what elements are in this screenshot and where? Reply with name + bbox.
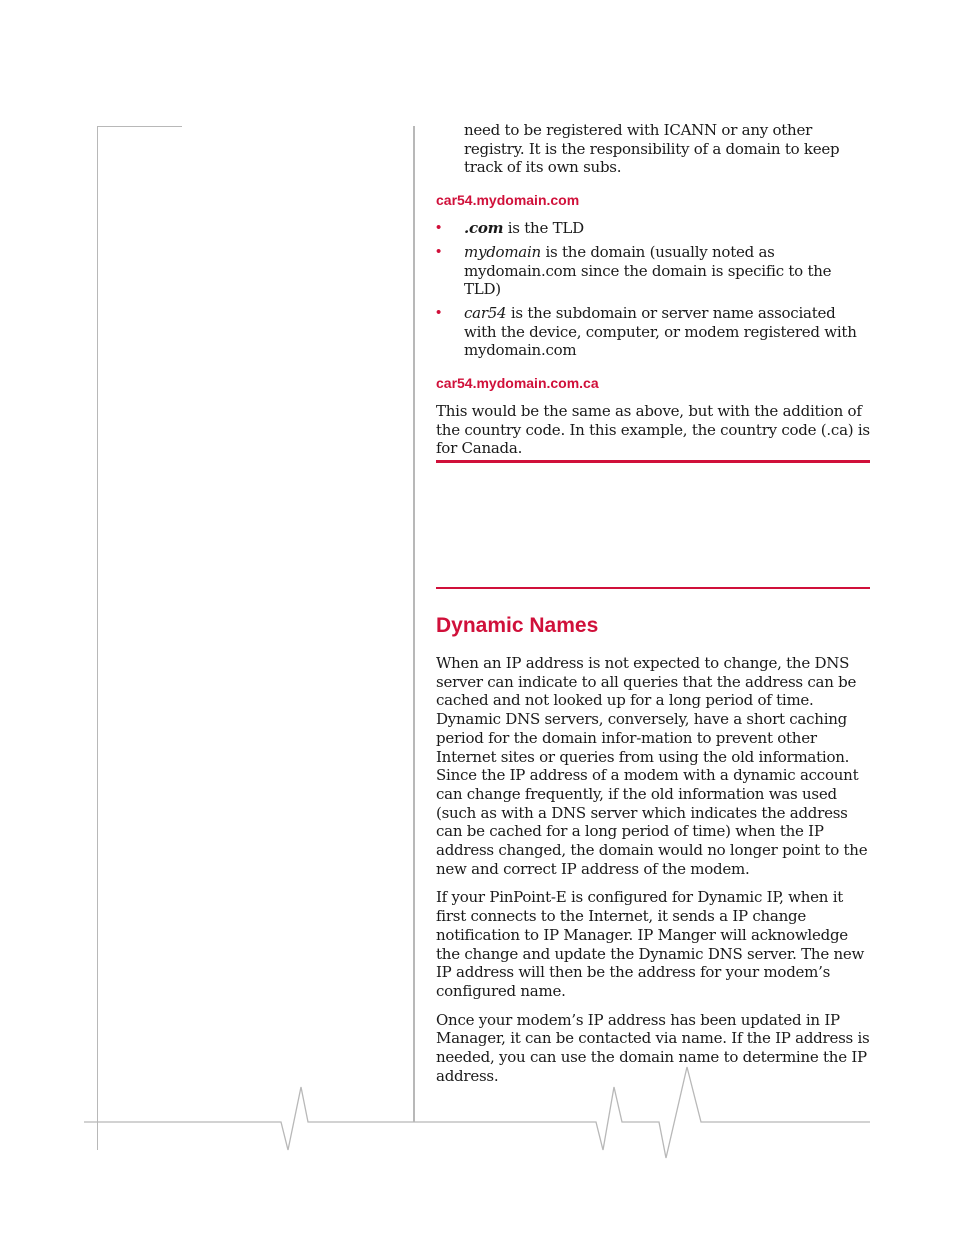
list-item <box>436 243 870 299</box>
bullet-term: car54 <box>464 303 507 322</box>
example2-heading: car54.mydomain.com.ca <box>436 375 599 392</box>
top-content <box>436 121 870 468</box>
bullet-icon: • <box>436 303 442 321</box>
example1-list <box>436 219 870 360</box>
bullet-icon: • <box>436 219 442 237</box>
bullet-text: is the domain (usually noted as mydomain.com since the domain is specific to the TLD) <box>464 242 832 299</box>
section-paragraph-1: When an IP address is not expected to change, the DNS server can indicate to all queries that the address can be cached and not looked up for a long period of time. Dynamic DNS servers, conversely, have a short caching period for the domain infor-mation to prevent other Internet sites or queries from using the old information. Since the IP address of a modem with a dynamic account can change frequently, if the old information was used (such as with a DNS server which indicates the address can be cached for a long period of time) when the IP address changed, the domain would no longer point to the new and correct IP address of the modem. <box>436 654 868 878</box>
bullet-text: is the TLD <box>503 219 584 238</box>
section-title: Dynamic Names <box>436 614 599 637</box>
section-rule-bottom <box>436 587 870 589</box>
list-item <box>436 304 870 360</box>
example1-heading: car54.mydomain.com <box>436 192 580 209</box>
section-paragraph-2: If your PinPoint-E is configured for Dynamic IP, when it first connects to the Internet, it sends a IP change notification to IP Manager. IP Manger will acknowledge the change and update the Dynamic DNS server. The new IP address will then be the address for your modem’s configured name. <box>436 888 865 1000</box>
intro-paragraph: need to be registered with ICANN or any other registry. It is the responsibility of a domain to keep track of its own subs. <box>464 121 840 177</box>
section-rule-top <box>436 460 870 463</box>
bullet-term: mydomain <box>464 242 541 261</box>
bullet-term: .com <box>464 219 504 238</box>
bullet-text: is the subdomain or server name associated with the device, computer, or modem registered with mydomain.com <box>464 303 857 360</box>
section-body <box>436 654 870 1095</box>
section-paragraph-3: Once your modem’s IP address has been updated in IP Manager, it can be contacted via name. If the IP address is needed, you can use the domain name to determine the IP address. <box>436 1010 870 1085</box>
example2-paragraph: This would be the same as above, but with the addition of the country code. In this example, the country code (.ca) is for Canada. <box>436 402 870 458</box>
bullet-icon: • <box>436 242 442 260</box>
list-item <box>436 219 870 238</box>
